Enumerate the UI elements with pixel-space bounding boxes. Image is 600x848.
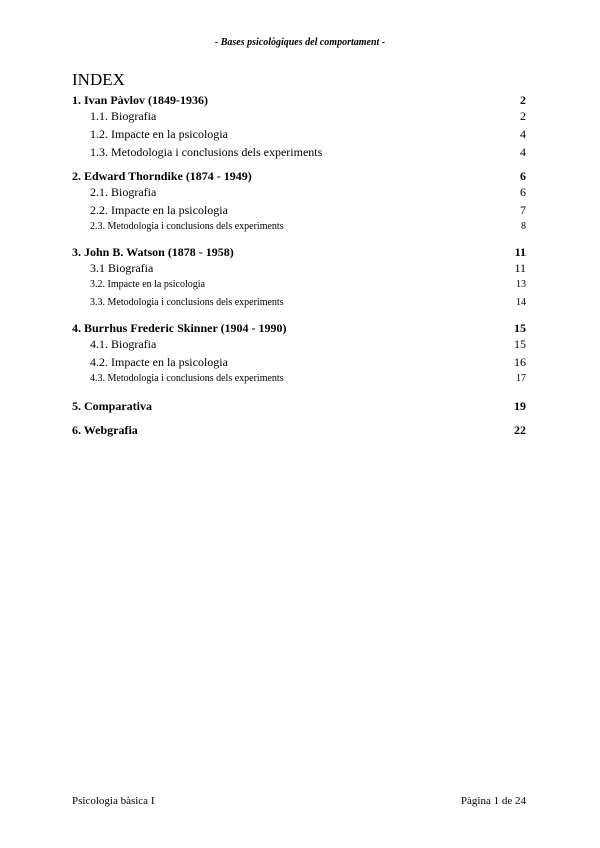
toc-section[interactable]: [72, 423, 526, 439]
toc-section-title: 5. Comparativa: [72, 399, 152, 413]
toc-item-title: 4.2. Impacte en la psicologia: [90, 355, 228, 369]
toc-item-page: 16: [514, 355, 526, 369]
toc-item[interactable]: [72, 203, 526, 221]
toc-item[interactable]: [72, 145, 526, 163]
toc-item-title: 1.2. Impacte en la psicologia: [90, 127, 228, 141]
toc-title: INDEX: [72, 70, 125, 89]
toc-section[interactable]: [72, 93, 526, 109]
toc-item-page: 6: [520, 185, 526, 199]
toc-item-page: 14: [516, 297, 526, 308]
toc-item[interactable]: [72, 279, 526, 297]
table-of-contents: [72, 93, 526, 439]
toc-item[interactable]: [72, 127, 526, 145]
toc-item-page: 13: [516, 279, 526, 290]
toc-item-page: 17: [516, 373, 526, 384]
toc-section-page: 15: [514, 321, 526, 335]
toc-section-page: 2: [520, 93, 526, 107]
toc-item[interactable]: [72, 297, 526, 315]
toc-item-page: 2: [520, 109, 526, 123]
toc-section-title: 2. Edward Thorndike (1874 - 1949): [72, 169, 252, 183]
toc-section-title: 1. Ivan Pàvlov (1849-1936): [72, 93, 208, 107]
toc-item[interactable]: [72, 185, 526, 203]
toc-item-title: 3.2. Impacte en la psicologia: [90, 279, 205, 290]
toc-section-page: 6: [520, 169, 526, 183]
toc-item-title: 4.1. Biografia: [90, 337, 157, 351]
toc-section-title: 4. Burrhus Frederic Skinner (1904 - 1990): [72, 321, 287, 335]
toc-item-page: 7: [520, 203, 526, 217]
toc-item-title: 2.3. Metodologia i conclusions dels experiments: [90, 221, 284, 232]
toc-section-title: 3. John B. Watson (1878 - 1958): [72, 245, 234, 259]
toc-section-page: 19: [514, 399, 526, 413]
toc-section-page: 22: [514, 423, 526, 437]
toc-item-title: 4.3. Metodologia i conclusions dels experiments: [90, 373, 284, 384]
page-header: - Bases psicològiques del comportament -: [214, 37, 386, 48]
toc-item-page: 4: [520, 127, 526, 141]
toc-item-page: 11: [514, 261, 526, 275]
footer-course: Psicologia bàsica I: [72, 795, 155, 807]
toc-section-title: 6. Webgrafia: [72, 423, 138, 437]
page-footer: [72, 795, 526, 807]
toc-item-page: 8: [521, 221, 526, 232]
toc-section[interactable]: [72, 321, 526, 337]
toc-section-page: 11: [514, 245, 526, 259]
toc-item[interactable]: [72, 373, 526, 391]
toc-section[interactable]: [72, 399, 526, 415]
toc-item-title: 1.1. Biografia: [90, 109, 157, 123]
toc-item[interactable]: [72, 221, 526, 239]
toc-item-page: 4: [520, 145, 526, 159]
toc-item-title: 2.2. Impacte en la psicologia: [90, 203, 228, 217]
toc-item[interactable]: [72, 109, 526, 127]
toc-section[interactable]: [72, 169, 526, 185]
toc-item-title: 1.3. Metodologia i conclusions dels experiments: [90, 145, 323, 159]
footer-page-number: Pàgina 1 de 24: [460, 795, 526, 807]
toc-item[interactable]: [72, 337, 526, 355]
toc-item-title: 2.1. Biografia: [90, 185, 157, 199]
toc-item-page: 15: [514, 337, 526, 351]
toc-item[interactable]: [72, 355, 526, 373]
toc-item-title: 3.3. Metodologia i conclusions dels experiments: [90, 297, 284, 308]
toc-item[interactable]: [72, 261, 526, 279]
toc-section[interactable]: [72, 245, 526, 261]
toc-item-title: 3.1 Biografia: [90, 261, 154, 275]
